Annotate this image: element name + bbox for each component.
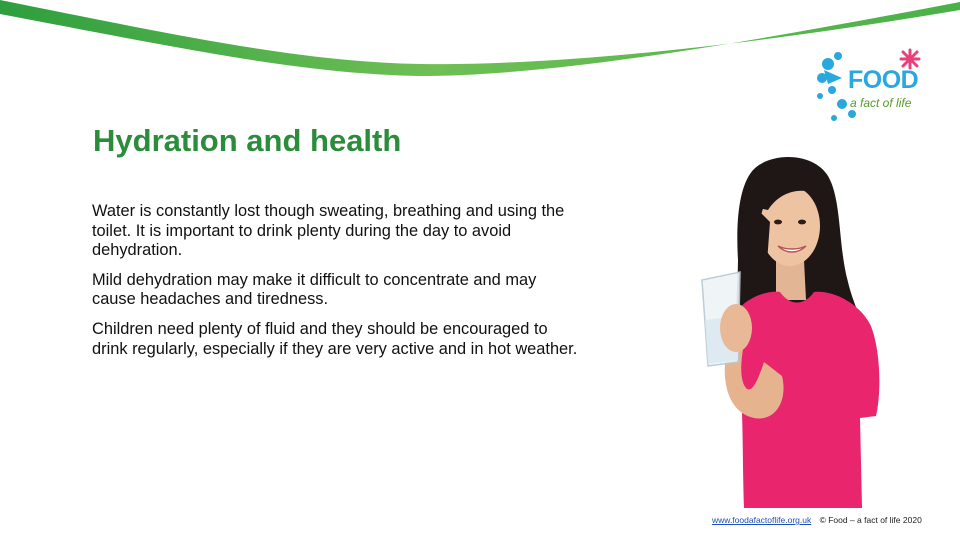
slide-title: Hydration and health: [93, 123, 402, 158]
copyright-text: © Food – a fact of life 2020: [819, 515, 922, 525]
paragraph-water-loss: Water is constantly lost though sweating, breathing and using the toilet. It is important to drink plenty during the day to avoid dehydration.: [92, 202, 565, 260]
logo-word: FOOD: [848, 66, 919, 94]
footer: [712, 515, 922, 525]
paragraph-children-fluid: Children need plenty of fluid and they should be encouraged to drink regularly, especially if they are very active and in hot weather.: [92, 319, 578, 358]
logo-tagline: a fact of life: [850, 96, 912, 110]
body-text: [92, 202, 578, 369]
girl-drinking-water-photo: [672, 150, 892, 508]
website-link[interactable]: www.foodafactoflife.org.uk: [712, 515, 812, 525]
paragraph-mild-dehydration: Mild dehydration may make it difficult to concentrate and may cause headaches and tiredness.: [92, 270, 537, 309]
food-a-fact-of-life-logo: [812, 44, 932, 126]
